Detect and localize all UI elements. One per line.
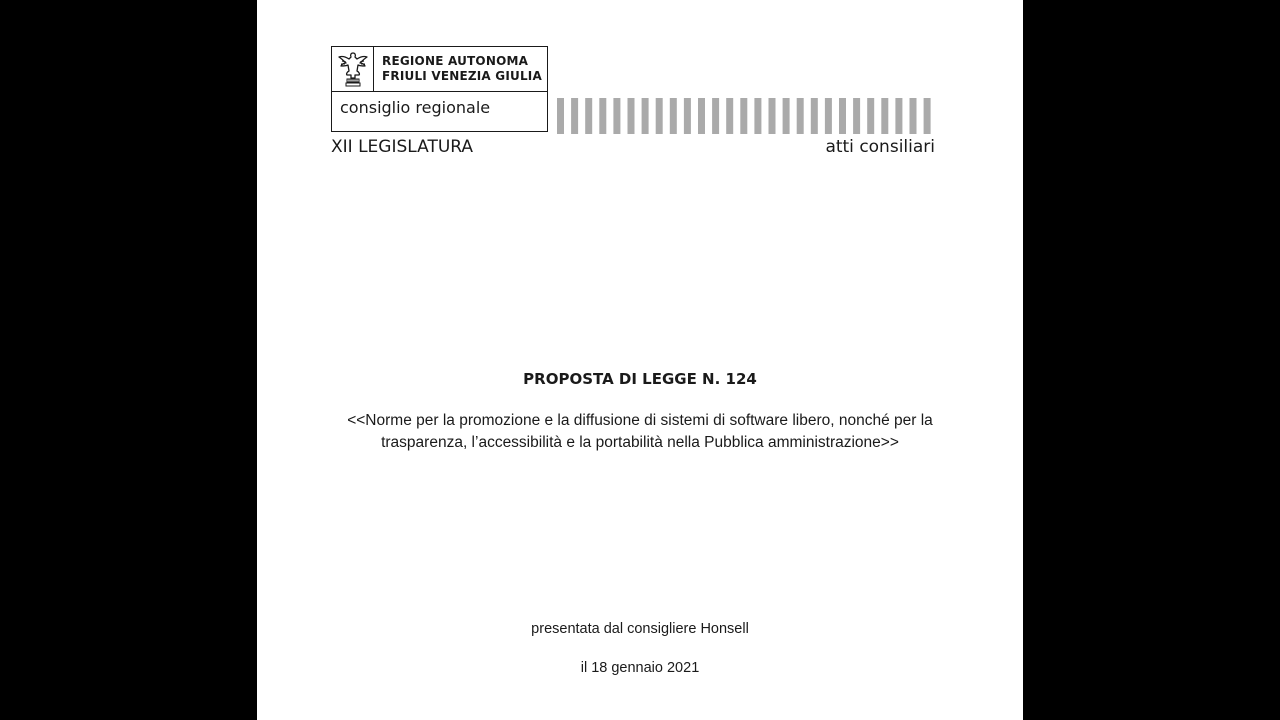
stripe-bar [811,98,818,134]
presentation-date: il 18 gennaio 2021 [580,660,700,676]
acts-label: atti consiliari [825,137,935,157]
stripe-bar [924,98,931,134]
stripe-bar [754,98,761,134]
law-proposal-title: PROPOSTA DI LEGGE N. 124 [523,370,757,388]
decorative-stripes [557,98,937,134]
stripe-bar [740,98,747,134]
legislature-label: XII LEGISLATURA [331,137,474,157]
logo-top-section [332,47,547,92]
council-name: consiglio regionale [340,98,491,117]
law-description [327,410,953,454]
logo-divider [373,47,374,91]
stripe-bar [670,98,677,134]
document-page [257,0,1023,720]
stripe-bar [881,98,888,134]
stripe-bar [853,98,860,134]
eagle-crest-icon [336,49,370,89]
law-description-line-1: <<Norme per la promozione e la diffusione di sistemi di software libero, nonché per la [347,412,933,429]
stripe-bar [712,98,719,134]
stripe-bar [698,98,705,134]
stripe-bar [783,98,790,134]
stripe-bar [895,98,902,134]
stripe-bar [613,98,620,134]
stripe-bar [726,98,733,134]
stripe-bar [910,98,917,134]
law-description-line-2: trasparenza, l’accessibilità e la portabilità nella Pubblica amministrazione>> [381,434,899,451]
stripe-bar [571,98,578,134]
stripe-bar [557,98,564,134]
stripe-bar [656,98,663,134]
stripe-bar [642,98,649,134]
stripe-bar [867,98,874,134]
stripe-bar [797,98,804,134]
stripe-bar [769,98,776,134]
region-name-line-1: REGIONE AUTONOMA [382,54,529,68]
stripe-bar [825,98,832,134]
presenter-line: presentata dal consigliere Honsell [531,621,749,637]
region-name-line-2: FRIULI VENEZIA GIULIA [382,69,542,83]
stripe-bar [599,98,606,134]
stripe-bar [585,98,592,134]
region-logo [331,46,548,132]
stripe-bar [684,98,691,134]
stripe-bar [839,98,846,134]
stripe-bar [628,98,635,134]
